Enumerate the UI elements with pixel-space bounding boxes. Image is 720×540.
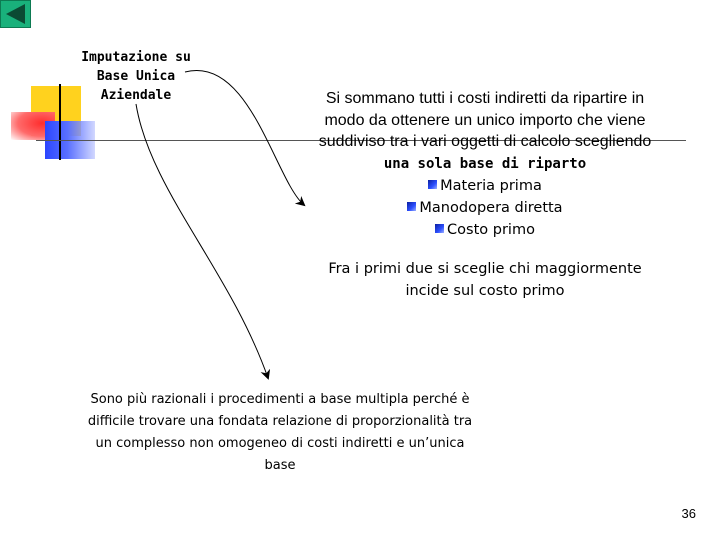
bullet-icon bbox=[428, 180, 437, 189]
conclusion-paragraph: Sono più razionali i procedimenti a base multipla perché è difficile trovare una fondata relazione di proporzionalità tra un complesso non omogeneo di costi indiretti e un’unica base bbox=[87, 392, 473, 473]
bullet-icon bbox=[435, 224, 444, 233]
bases-list bbox=[305, 175, 665, 241]
slide-title: Imputazione su Base Unica Aziendale bbox=[81, 50, 191, 103]
choice-paragraph: Fra i primi due si sceglie chi maggiormente incide sul costo primo bbox=[328, 261, 642, 299]
main-paragraph-text: Si sommano tutti i costi indiretti da ripartire in modo da ottenere un unico importo che viene suddiviso tra i vari oggetti di calcolo scegliendo bbox=[318, 90, 652, 150]
list-item: Manodopera diretta bbox=[305, 197, 665, 219]
list-item: Costo primo bbox=[305, 219, 665, 241]
main-paragraph bbox=[305, 88, 665, 241]
arrow-to-para1 bbox=[185, 70, 304, 205]
bullet-icon bbox=[407, 202, 416, 211]
page-number: 36 bbox=[681, 506, 696, 521]
main-paragraph-emphasis: una sola base di riparto bbox=[383, 155, 587, 172]
list-item: Materia prima bbox=[305, 175, 665, 197]
arrow-to-para3 bbox=[136, 104, 268, 378]
